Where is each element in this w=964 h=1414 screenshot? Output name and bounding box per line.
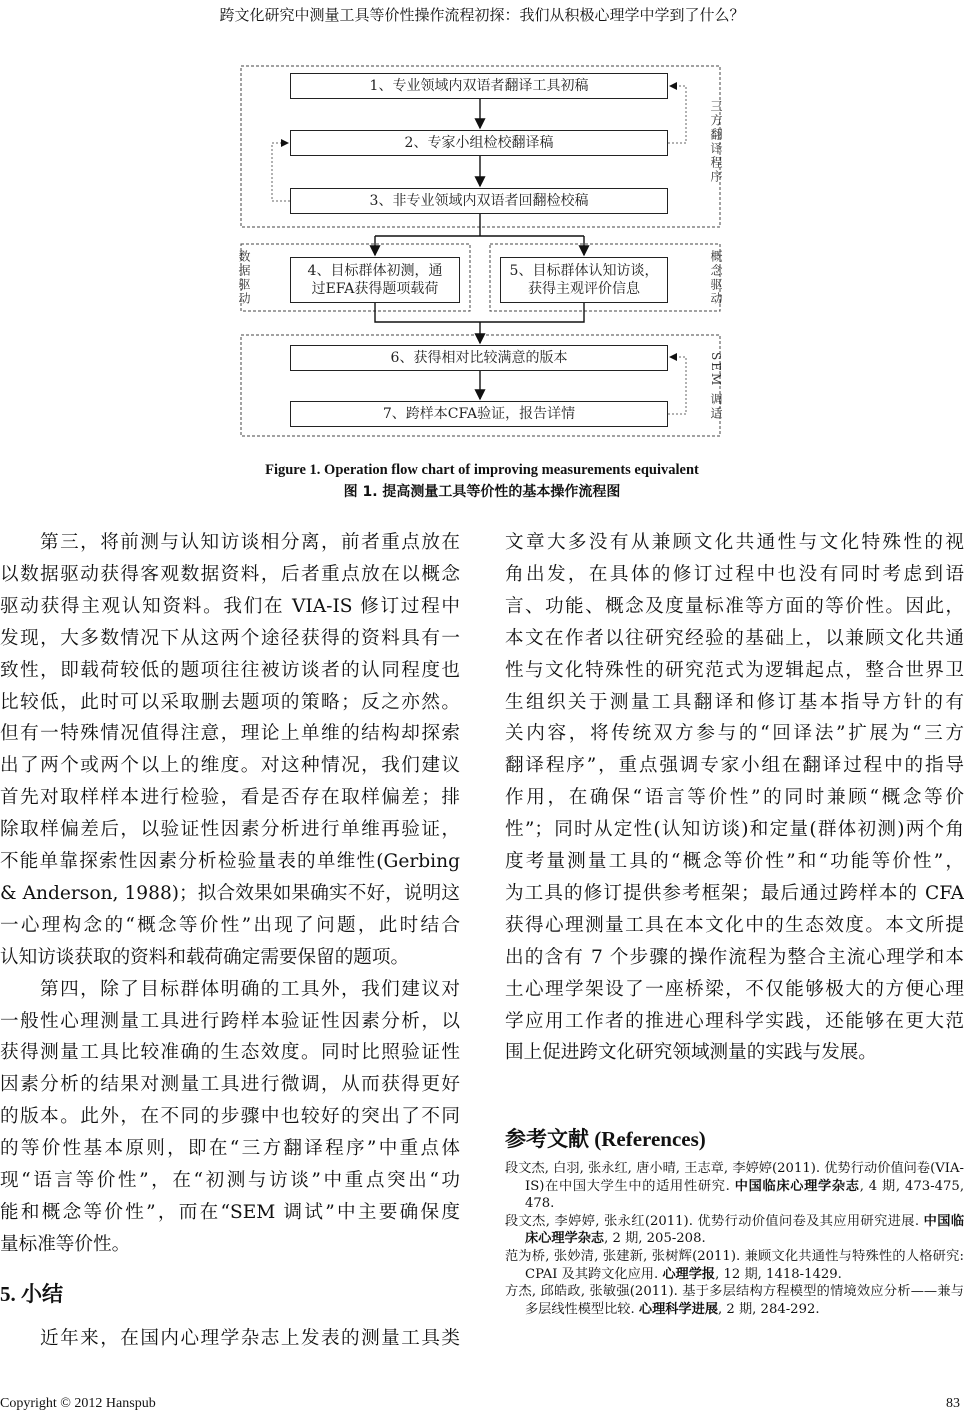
feedback-arrow-7-to-6	[668, 357, 686, 414]
label-data-driven: 数据驱动	[237, 250, 251, 306]
text-line: 近年来，在国内心理学杂志上发表的测量工具类	[40, 1328, 460, 1349]
text-line: 第四，除了目标群体明确的工具外，我们建议对	[40, 978, 460, 1000]
step-4-line: 过EFA获得题项载荷	[311, 281, 439, 297]
label-sem: SEM 调适	[709, 352, 723, 422]
reference-item: 段文杰, 白羽, 张永红, 唐小晴, 王志章, 李婷婷(2011). 优势行动价值问卷(VIA-IS)在中国大学生中的适用性研究. 中国临床心理学杂志, 4 期, 473-475, 478.	[505, 1161, 964, 1212]
label-concept-driven: 概念驱动	[709, 250, 723, 306]
text-line: 的版本。此外，在不同的步骤中也较好的突出了不同	[0, 1106, 460, 1128]
text-line: 除取样偏差后，以验证性因素分析进行单维再验证，	[0, 819, 460, 841]
text-line: 首先对取样样本进行检验，看是否存在取样偏差；排	[0, 787, 460, 809]
step-1-box: 1、专业领域内双语者翻译工具初稿	[290, 73, 668, 99]
text-line: 以数据驱动获得客观数据资料，后者重点放在以概念	[0, 563, 460, 585]
text-line: 本文在作者以往研究经验的基础上，以兼顾文化共通	[505, 627, 964, 649]
reference-item: 段文杰, 李婷婷, 张永红(2011). 优势行动价值问卷及其应用研究进展. 中国临床心理学杂志, 2 期, 205-208.	[505, 1213, 964, 1247]
step-5-line: 获得主观评价信息	[528, 281, 640, 297]
footer-copyright: Copyright © 2012 Hanspub	[0, 1396, 156, 1411]
text-line: 致性，即载荷较低的题项往往被访谈者的认同程度也	[0, 659, 460, 681]
text-line: 但有一特殊情况值得注意，理论上单维的结构却探索	[0, 723, 460, 745]
text-line: 获得心理测量工具在本文化中的生态效度。本文所提	[505, 914, 964, 936]
text-line: 度考量测量工具的“概念等价性”和“功能等价性”，	[505, 851, 964, 872]
text-line: 性与文化特殊性的研究范式为逻辑起点，整合世界卫	[505, 659, 964, 681]
text-line: 文章大多没有从兼顾文化共通性与文化特殊性的视	[505, 532, 964, 553]
flow-chart-connectors	[0, 0, 964, 460]
text-line: 获得测量工具比较准确的生态效度。同时比照验证性	[0, 1042, 460, 1064]
section-title-summary: 5. 小结	[0, 1282, 63, 1306]
text-line: 驱动获得主观认知资料。我们在 VIA-IS 修订过程中	[0, 595, 460, 617]
text-line: 一心理构念的“概念等价性”出现了问题，此时结合	[0, 914, 460, 936]
text-line: 围上促进跨文化研究领域测量的实践与发展。	[505, 1042, 877, 1064]
step-3-box: 3、非专业领域内双语者回翻检校稿	[290, 188, 668, 214]
step-4-line: 4、目标群体初测，通	[307, 263, 443, 279]
text-line: 一般性心理测量工具进行跨样本验证性因素分析，以	[0, 1010, 460, 1032]
text-line: 生组织关于测量工具翻译和修订基本指导方针的有	[505, 691, 964, 713]
figure-caption-zh: 图 1. 提高测量工具等价性的基本操作流程图	[343, 484, 621, 500]
reference-item: 范为桥, 张妙清, 张建新, 张树辉(2011). 兼顾文化共通性与特殊性的人格研究: CPAI 及其跨文化应用. 心理学报, 12 期, 1418-1429.	[505, 1248, 964, 1282]
merge-bar	[375, 302, 584, 322]
text-line: 翻译程序”，重点强调专家小组在翻译过程中的指导	[505, 755, 964, 777]
running-header: 跨文化研究中测量工具等价性操作流程初探：我们从积极心理学中学到了什么？	[219, 6, 745, 24]
text-line: 第三，将前测与认知访谈相分离，前者重点放在	[40, 532, 460, 553]
text-line: 出了两个或两个以上的维度。对这种情况，我们建议	[0, 755, 460, 777]
text-line: 言、功能、概念及度量标准等方面的等价性。因此，	[505, 595, 964, 617]
text-line: 现“语言等价性”，在“初测与访谈”中重点突出“功	[0, 1170, 460, 1191]
text-line: 不能单靠探索性因素分析检验量表的单维性(Gerbing	[0, 851, 460, 872]
step-4-box	[290, 257, 460, 303]
text-line: 能和概念等价性”，而在“SEM 调试”中主要确保度	[0, 1201, 460, 1223]
text-line: 因素分析的结果对测量工具进行微调，从而获得更好	[0, 1074, 460, 1096]
text-line: & Anderson, 1988)；拟合效果如果确实不好，说明这	[0, 882, 460, 904]
text-line: 关内容，将传统双方参与的“回译法”扩展为“三方	[505, 723, 964, 745]
step-7-box: 7、跨样本CFA验证，报告详情	[290, 401, 668, 427]
text-line: 认知访谈获取的资料和载荷确定需要保留的题项。	[0, 946, 410, 968]
feedback-arrow-2-to-1	[668, 86, 686, 143]
references-title: 参考文献 (References)	[505, 1127, 706, 1151]
step-2-box: 2、专家小组检校翻译稿	[290, 130, 668, 156]
text-line: 比较低，此时可以采取删去题项的策略；反之亦然。	[0, 691, 460, 713]
reference-item: 方杰, 邱皓政, 张敏强(2011). 基于多层结构方程模型的情境效应分析——兼与多层线性模型比较. 心理科学进展, 2 期, 284-292.	[505, 1284, 964, 1317]
text-line: 的等价性基本原则，即在“三方翻译程序”中重点体	[0, 1138, 460, 1160]
step-5-line: 5、目标群体认知访谈，	[509, 263, 659, 279]
text-line: 量标准等价性。	[0, 1233, 131, 1255]
label-translation: 三方翻译程序	[709, 100, 723, 184]
page-number: 83	[946, 1396, 960, 1411]
figure-caption-en: Figure 1. Operation flow chart of improving measurements equivalent	[265, 462, 699, 478]
text-line: 土心理学架设了一座桥梁，不仅能够极大的方便心理	[505, 978, 964, 1000]
text-line: 性”；同时从定性(认知访谈)和定量(群体初测)两个角	[505, 819, 964, 841]
text-line: 角出发，在具体的修订过程中也没有同时考虑到语	[505, 563, 964, 585]
feedback-arrow-3-to-2	[272, 143, 290, 201]
text-line: 为工具的修订提供参考框架；最后通过跨样本的 CFA	[505, 882, 964, 904]
step-6-box: 6、获得相对比较满意的版本	[290, 345, 668, 371]
step-5-box	[500, 257, 668, 303]
text-line: 学应用工作者的推进心理科学实践，还能够在更大范	[505, 1010, 964, 1032]
text-line: 发现，大多数情况下从这两个途径获得的资料具有一	[0, 627, 460, 649]
reference-list	[505, 1160, 964, 1318]
text-line: 出的含有 7 个步骤的操作流程为整合主流心理学和本	[505, 946, 964, 968]
text-line: 作用，在确保“语言等价性”的同时兼顾“概念等价	[505, 787, 964, 809]
